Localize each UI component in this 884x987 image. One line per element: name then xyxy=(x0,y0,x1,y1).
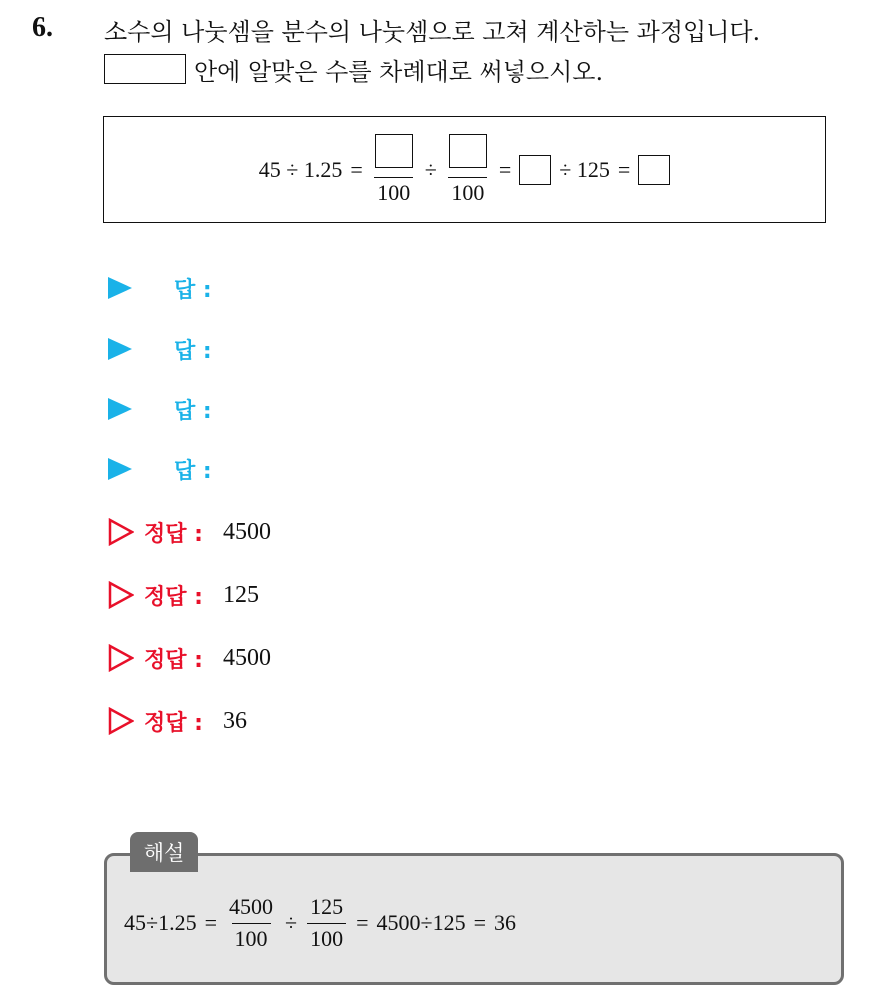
denominator-1: 100 xyxy=(374,177,413,206)
answer-label: 답 : xyxy=(174,277,212,303)
outline-triangle-icon xyxy=(108,644,134,672)
blank-numerator-2[interactable] xyxy=(449,134,487,168)
exp-result: 36 xyxy=(494,910,516,935)
play-triangle-icon xyxy=(108,458,132,480)
blank-numerator-1[interactable] xyxy=(375,134,413,168)
correct-value: 36 xyxy=(222,707,247,734)
correct-answer-row xyxy=(108,703,247,739)
question-text-line1: 소수의 나눗셈을 분수의 나눗셈으로 고쳐 계산하는 과정입니다. xyxy=(104,18,761,46)
equals-sign: = xyxy=(356,910,369,935)
correct-label: 정답 : xyxy=(144,521,203,547)
exp-numerator-1: 4500 xyxy=(229,894,273,919)
correct-label: 정답 : xyxy=(144,710,203,736)
explanation-tab: 해설 xyxy=(130,832,198,872)
blank-dividend[interactable] xyxy=(519,155,551,185)
correct-label: 정답 : xyxy=(144,584,203,610)
correct-answer-row xyxy=(108,640,271,676)
correct-label: 정답 : xyxy=(144,647,203,673)
correct-value: 125 xyxy=(222,581,259,608)
answer-label: 답 : xyxy=(174,338,212,364)
formula-box xyxy=(103,116,826,223)
equals-sign: = xyxy=(617,156,631,182)
play-triangle-icon xyxy=(108,398,132,420)
outline-triangle-icon xyxy=(108,581,134,609)
explanation-equation xyxy=(124,883,516,963)
exp-numerator-2: 125 xyxy=(310,894,344,919)
question-number: 6. xyxy=(32,12,53,43)
outline-triangle-icon xyxy=(108,707,134,735)
question-text-line2-row xyxy=(104,52,603,86)
equals-sign: = xyxy=(204,910,217,935)
question-text-line2: 안에 알맞은 수를 차례대로 써넣으시오. xyxy=(194,57,604,86)
formula-lhs: 45 ÷ 1.25 xyxy=(258,156,343,182)
answer-label: 답 : xyxy=(174,458,212,484)
answer-row[interactable] xyxy=(108,391,212,427)
outline-triangle-icon xyxy=(108,518,134,546)
correct-answer-row xyxy=(108,514,271,550)
exp-mid: 4500÷125 xyxy=(376,910,466,935)
correct-value: 4500 xyxy=(222,644,271,671)
exp-denominator-1: 100 xyxy=(232,923,271,952)
answer-row[interactable] xyxy=(108,451,212,487)
denominator-2: 100 xyxy=(448,177,487,206)
formula-equation xyxy=(259,134,671,206)
blank-result[interactable] xyxy=(638,155,670,185)
play-triangle-icon xyxy=(108,277,132,299)
equals-sign: = xyxy=(473,910,486,935)
answer-label: 답 : xyxy=(174,398,212,424)
divide-sign: ÷ xyxy=(424,156,437,182)
play-triangle-icon xyxy=(108,338,132,360)
inline-blank-box xyxy=(104,54,186,84)
correct-value: 4500 xyxy=(222,518,271,545)
exp-denominator-2: 100 xyxy=(307,923,346,952)
exp-lhs: 45÷1.25 xyxy=(124,910,197,935)
answer-row[interactable] xyxy=(108,331,212,367)
divide-125: ÷ 125 xyxy=(559,156,610,182)
correct-answer-row xyxy=(108,577,259,613)
exp-fraction-1 xyxy=(227,894,275,952)
divide-sign: ÷ xyxy=(285,910,298,935)
fraction-1 xyxy=(373,134,415,206)
fraction-2 xyxy=(447,134,489,206)
answer-row[interactable] xyxy=(108,270,212,306)
equals-sign: = xyxy=(350,156,363,182)
exp-fraction-2 xyxy=(307,894,346,952)
equals-sign: = xyxy=(498,156,512,182)
